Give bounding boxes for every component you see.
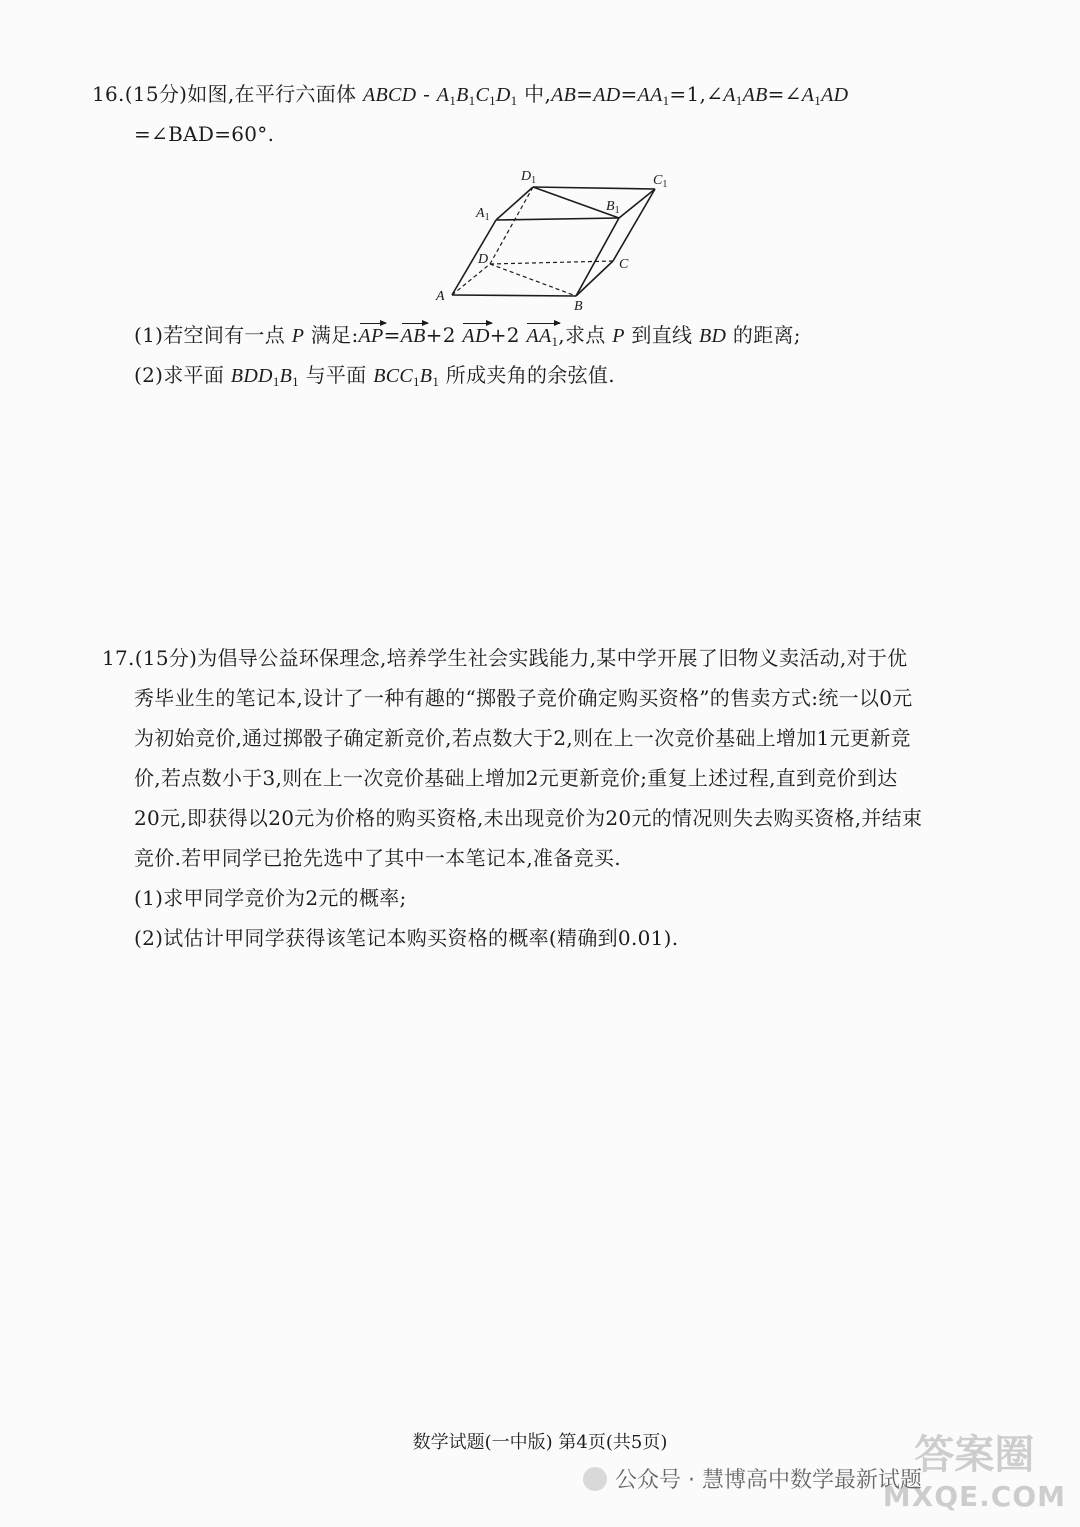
q17-line-4: 价,若点数小于3,则在上一次竞价基础上增加2元更新竞价;重复上述过程,直到竞价到达 bbox=[134, 766, 898, 790]
watermark-logo: 答案圈 MXQE.COM bbox=[882, 1432, 1066, 1513]
label-B1: $B_1$ bbox=[606, 199, 620, 216]
edge-BB1 bbox=[576, 218, 619, 296]
edge-AB bbox=[452, 295, 576, 296]
label-D: D bbox=[478, 252, 489, 267]
label-A: A bbox=[436, 289, 445, 304]
label-D1: $D_1$ bbox=[521, 169, 537, 186]
edge-AD-hidden bbox=[452, 264, 490, 295]
q16-part1: (1)若空间有一点 P 满足:AP=AB+2 AD+2 $AA_1$,求点 P 到直线 BD 的距离; bbox=[134, 321, 801, 356]
q17-line-2: 秀毕业生的笔记本,设计了一种有趣的“掷骰子竞价确定购买资格”的售卖方式:统一以0元 bbox=[134, 686, 913, 710]
q16-part2: (2)求平面 $BDD_1B_1$ 与平面 $BCC_1B_1$ 所成夹角的余弦值. bbox=[134, 363, 615, 389]
label-C: C bbox=[619, 257, 629, 272]
q17-line-3: 为初始竞价,通过掷骰子确定新竞价,若点数大于2,则在上一次竞价基础上增加1元更新竞 bbox=[134, 726, 911, 750]
edge-DD1-hidden bbox=[490, 187, 533, 264]
q17-line-6: 竞价.若甲同学已抢先选中了其中一本笔记本,准备竞买. bbox=[134, 846, 621, 870]
edge-D1C1 bbox=[533, 187, 655, 189]
edge-BC bbox=[576, 261, 613, 296]
parallelepiped-figure bbox=[428, 162, 668, 312]
edge-CC1 bbox=[613, 189, 655, 261]
label-C1: $C_1$ bbox=[653, 173, 668, 190]
edge-A1D1 bbox=[496, 187, 533, 220]
edge-B1C1 bbox=[619, 189, 655, 218]
q16-intro-cont: =∠BAD=60°. bbox=[134, 122, 275, 146]
label-B: B bbox=[574, 299, 583, 312]
q17-line-5: 20元,即获得以20元为价格的购买资格,未出现竞价为20元的情况则失去购买资格,并结束 bbox=[134, 806, 923, 830]
q17-line-1: 17.(15分)为倡导公益环保理念,培养学生社会实践能力,某中学开展了旧物义卖活动,对于优 bbox=[102, 646, 908, 670]
q16-intro-line: 16.(15分)如图,在平行六面体 ABCD - $A_1B_1C_1D_1$ 中$,AB=AD=AA_1=1,\angle A_1AB=\angle A_1AD$ bbox=[92, 82, 849, 108]
q17-part1: (1)求甲同学竞价为2元的概率; bbox=[134, 886, 407, 910]
edge-DB-hidden bbox=[490, 264, 576, 296]
wechat-icon bbox=[583, 1467, 607, 1491]
page-footer: 数学试题(一中版) 第4页(共5页) bbox=[412, 1432, 668, 1453]
label-A1: $A_1$ bbox=[476, 206, 490, 223]
edge-AA1 bbox=[452, 220, 496, 295]
wechat-source: 公众号 · 慧博高中数学最新试题 bbox=[583, 1463, 922, 1494]
q17-part2: (2)试估计甲同学获得该笔记本购买资格的概率(精确到0.01). bbox=[134, 926, 679, 950]
